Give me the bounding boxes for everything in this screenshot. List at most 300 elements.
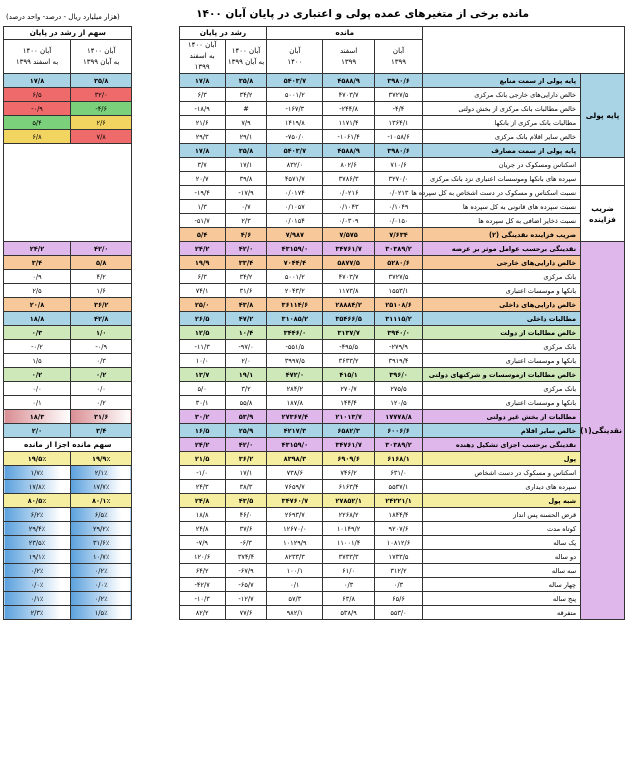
value-cell: ۶۱/۰ — [323, 564, 375, 578]
value-cell: ۶/۳- — [225, 536, 267, 550]
col-header: آبان ۱۴۰۰ به آبان ۱۳۹۹ — [70, 40, 131, 74]
value-cell: ۲/۰ — [225, 354, 267, 368]
header-growth: رشد در پایان — [179, 27, 267, 40]
gap-cell — [132, 130, 179, 144]
share-cell: ۴۲/۰ — [70, 242, 131, 256]
gap-cell — [132, 480, 179, 494]
table-row — [4, 200, 625, 214]
value-cell: ۱۲/۷- — [225, 592, 267, 606]
value-cell: ۷۴۶/۲ — [323, 466, 375, 480]
share-cell: ۸۰/۱٪ — [70, 494, 131, 508]
share-cell: ۰/۳ — [70, 354, 131, 368]
header-share: سهم از رشد در پایان — [4, 27, 132, 40]
value-cell: ۲۹/۱ — [225, 130, 267, 144]
empty-share — [4, 200, 132, 214]
row-label: خالص دارایی‌های خارجی — [423, 256, 581, 270]
value-cell: ۵/۴ — [179, 228, 225, 242]
value-cell: ۳۷۳۳/۳ — [323, 550, 375, 564]
value-cell: ۰/۱۰۴۹ — [374, 200, 422, 214]
share-cell: ۰/۰٪ — [70, 578, 131, 592]
table-row — [4, 550, 625, 564]
value-cell: ۳۴۴۶/۰ — [267, 326, 323, 340]
row-label: نسبت سپرده های قانونی به کل سپرده ها — [423, 200, 581, 214]
share-cell: ۲/۳٪ — [4, 606, 71, 620]
share-cell: ۳/۴ — [4, 256, 71, 270]
group-blank — [581, 158, 625, 186]
value-cell: ۶۴/۲ — [179, 564, 225, 578]
table-row — [4, 452, 625, 466]
value-cell: ۰/۳ — [374, 578, 422, 592]
table-row — [4, 228, 625, 242]
value-cell: ۲/۳ — [225, 214, 267, 228]
value-cell: ۰/۱ — [267, 578, 323, 592]
empty-share — [4, 186, 132, 200]
share-cell: ۱۸/۳ — [4, 410, 71, 424]
value-cell: ۳۴/۲ — [225, 270, 267, 284]
gap-cell — [132, 424, 179, 438]
header-gap — [132, 27, 179, 40]
share-cell: ۳۱/۶٪ — [70, 536, 131, 550]
value-cell: ۴۶/۰ — [225, 508, 267, 522]
value-cell: ۵۳/۹ — [225, 410, 267, 424]
share-cell: ۲۴/۲ — [4, 242, 71, 256]
value-cell: ۱۲۰/۶ — [179, 550, 225, 564]
share-cell: ۳۲/۰ — [70, 88, 131, 102]
share-cell: ۰/۲٪ — [70, 564, 131, 578]
value-cell: ۰/۰۲۱۶ — [323, 186, 375, 200]
value-cell: ۳۰۳۸۹/۲ — [374, 242, 422, 256]
share-cell: ۰/۰ — [70, 382, 131, 396]
share-cell: ۰/۱ — [4, 396, 71, 410]
value-cell: ۴۷۰۳/۷ — [323, 270, 375, 284]
value-cell: ۵۲۸۰/۶ — [374, 256, 422, 270]
value-cell: ۳۷/۶ — [225, 522, 267, 536]
row-label: نقدینگی برحسب اجزای تشکیل دهنده — [423, 438, 581, 452]
value-cell: ۹۸۲/۱ — [267, 606, 323, 620]
share-cell: ۲۹/۴٪ — [4, 522, 71, 536]
table-row — [4, 326, 625, 340]
value-cell: ۱۰۱۴۹/۲ — [323, 522, 375, 536]
value-cell: ۰/۳ — [323, 578, 375, 592]
share-cell: ۱۹/۱٪ — [4, 550, 71, 564]
value-cell: ۱۰۶۱/۴- — [323, 130, 375, 144]
value-cell: ۶/۳ — [179, 270, 225, 284]
gap-cell — [132, 354, 179, 368]
share-cell: ۰/۰٪ — [4, 578, 71, 592]
gap-cell — [132, 312, 179, 326]
row-label: خالص سایر اقلام بانک مرکزی — [423, 130, 581, 144]
value-cell: ۵۵۳۷/۱ — [374, 480, 422, 494]
share-cell: ۲/۶ — [70, 116, 131, 130]
row-label: قرض الحسنه پس انداز — [423, 508, 581, 522]
value-cell: ۳۷۲۷/۵ — [374, 88, 422, 102]
table-row — [4, 438, 625, 452]
value-cell: ۹۲۰۷/۶ — [374, 522, 422, 536]
table-row — [4, 368, 625, 382]
empty-share — [4, 144, 132, 158]
row-label: بانک مرکزی — [423, 382, 581, 396]
gap-cell — [132, 270, 179, 284]
table-row — [4, 494, 625, 508]
table-row — [4, 158, 625, 172]
value-cell: ۳۴۷۶۰/۷ — [267, 494, 323, 508]
value-cell: ۸۳۲/۰ — [267, 158, 323, 172]
value-cell: ۱/۳ — [179, 200, 225, 214]
value-cell: ۲۶۹۳/۷ — [267, 508, 323, 522]
header-gap — [132, 40, 179, 74]
value-cell: ۱/۰- — [179, 466, 225, 480]
value-cell: ۴۵۷۱/۷ — [267, 172, 323, 186]
value-cell: ۱۱/۳- — [179, 340, 225, 354]
col-header: آبان ۱۳۹۹ — [374, 40, 422, 74]
value-cell: ۷/۹۸۷ — [267, 228, 323, 242]
value-cell: ۱۰۰/۱ — [267, 564, 323, 578]
value-cell: ۳۸/۳ — [225, 480, 267, 494]
value-cell: ۲۵/۰ — [179, 298, 225, 312]
value-cell: ۳۹۸۰/۶ — [374, 144, 422, 158]
share-cell: ۲۰/۸ — [4, 298, 71, 312]
row-label: مطالبات داخلی — [423, 312, 581, 326]
row-label: کوتاه مدت — [423, 522, 581, 536]
row-label: سه ساله — [423, 564, 581, 578]
value-cell: ۱۴۴/۴ — [323, 396, 375, 410]
table-row — [4, 144, 625, 158]
table-row — [4, 466, 625, 480]
value-cell: ۶۱۶۸/۱ — [374, 452, 422, 466]
table-row — [4, 480, 625, 494]
share-cell: ۱/۵ — [4, 354, 71, 368]
share-cell: ۱/۷٪ — [4, 466, 71, 480]
value-cell: ۱۹/۹ — [179, 256, 225, 270]
unit-note: (هزار میلیارد ریال - درصد- واحد درصد) — [6, 13, 120, 21]
group-label-liquidity: نقدینگی(۱) — [581, 242, 625, 620]
value-cell: ۲۱/۵ — [179, 452, 225, 466]
value-cell: ۰/۰۲۱۳ — [374, 186, 422, 200]
value-cell: ۷/۹ — [225, 116, 267, 130]
value-cell: ۲۴۴/۸- — [323, 102, 375, 116]
value-cell: ۳۹۴۰/۰ — [374, 326, 422, 340]
value-cell: ۶۹۰۹/۶ — [323, 452, 375, 466]
value-cell: ۱۰۱۲۹/۹ — [267, 536, 323, 550]
value-cell: ۷۶۵۹/۷ — [267, 480, 323, 494]
table-row — [4, 606, 625, 620]
value-cell: ۶۵۸۲/۳ — [323, 424, 375, 438]
row-label: چهار ساله — [423, 578, 581, 592]
share-cell: ۰/۰ — [4, 382, 71, 396]
row-label: نسبت ذخایر اضافی به کل سپرده ها — [423, 214, 581, 228]
group-label-multiplier: ضریب فزاینده — [581, 186, 625, 242]
gap-cell — [132, 382, 179, 396]
value-cell: ۲۴/۳ — [179, 480, 225, 494]
value-cell: ۲۹/۳ — [179, 130, 225, 144]
value-cell: ۲۴/۲ — [179, 438, 225, 452]
table-row — [4, 396, 625, 410]
value-cell: ۵۳۸/۹ — [323, 606, 375, 620]
table-row — [4, 172, 625, 186]
gap-cell — [132, 368, 179, 382]
gap-cell — [132, 186, 179, 200]
title-bar — [0, 0, 629, 26]
share-cell: ۰/۱٪ — [4, 592, 71, 606]
gap-cell — [132, 88, 179, 102]
row-label: متفرقه — [423, 606, 581, 620]
share-cell: ۶/۲٪ — [4, 508, 71, 522]
table-row — [4, 214, 625, 228]
value-cell: ۵۵۳/۰ — [374, 606, 422, 620]
value-cell: ۰/۰۳۰۹ — [323, 214, 375, 228]
gap-cell — [132, 494, 179, 508]
value-cell: ۷۷/۶ — [225, 606, 267, 620]
value-cell: ۶۳/۸ — [323, 592, 375, 606]
value-cell: ۳۰/۱ — [179, 396, 225, 410]
value-cell: ۴۲/۰ — [225, 242, 267, 256]
share-cell: ۶/۵ — [4, 88, 71, 102]
value-cell: ۴۵۸۸/۹ — [323, 144, 375, 158]
col-header: آبان ۱۴۰۰ به آبان ۱۳۹۹ — [225, 40, 267, 74]
table-row — [4, 284, 625, 298]
value-cell: ۲۷۵/۵ — [374, 382, 422, 396]
gap-cell — [132, 508, 179, 522]
share-cell: ۶/۵٪ — [70, 508, 131, 522]
row-label: ضریب فزاینده نقدینگی (۲) — [423, 228, 581, 242]
value-cell: ۱۵۵۳/۱ — [374, 284, 422, 298]
page-title: مانده برخی از متغیرهای عمده پولی و اعتباری در پایان آبان ۱۴۰۰ — [196, 8, 529, 20]
value-cell: ۳۷۸۶/۳ — [323, 172, 375, 186]
empty-share — [4, 158, 132, 172]
share-balance-header: سهم مانده اجزا از مانده — [4, 438, 132, 452]
share-cell: ۳۵/۸ — [70, 74, 131, 88]
table-row — [4, 88, 625, 102]
value-cell: ۲۶/۵ — [179, 312, 225, 326]
value-cell: ۳/۷ — [179, 158, 225, 172]
value-cell: ۳۱۲/۲ — [374, 564, 422, 578]
value-cell: ۳۵۴۶۶/۵ — [323, 312, 375, 326]
gap-cell — [132, 214, 179, 228]
value-cell: ۰/۰۱۵۰ — [374, 214, 422, 228]
share-cell: ۳۶/۲ — [70, 298, 131, 312]
share-cell: ۸۰/۵٪ — [4, 494, 71, 508]
row-label: شبه پول — [423, 494, 581, 508]
row-label: یک ساله — [423, 536, 581, 550]
row-label: سپرده های دیداری — [423, 480, 581, 494]
value-cell: ۷/۹- — [179, 536, 225, 550]
value-cell: ۶۵/۷- — [225, 578, 267, 592]
value-cell: ۱۳۶۴/۱ — [374, 116, 422, 130]
value-cell: ۳۶/۲ — [225, 452, 267, 466]
gap-cell — [132, 396, 179, 410]
table-row — [4, 102, 625, 116]
row-label: مطالبات از بخش غیر دولتی — [423, 410, 581, 424]
share-cell: ۳۱/۶ — [70, 410, 131, 424]
share-cell: ۵/۴ — [4, 116, 71, 130]
row-label: خالص دارایی‌های خارجی بانک مرکزی — [423, 88, 581, 102]
value-cell: ۴۲۱۷/۳ — [267, 424, 323, 438]
value-cell: ۵۵۱/۵- — [267, 340, 323, 354]
gap-cell — [132, 550, 179, 564]
value-cell: ۴۹۵/۵- — [323, 340, 375, 354]
value-cell: ۴/۶ — [225, 228, 267, 242]
row-label: نسبت اسکناس و مسکوک در دست اشخاص به کل سپرده ها — [423, 186, 581, 200]
value-cell: ۸۰۲/۶ — [323, 158, 375, 172]
value-cell: ۱۰/۰ — [179, 354, 225, 368]
value-cell: ۱۲۶۷۰/۰ — [267, 522, 323, 536]
value-cell: ۴۷۰۳/۷ — [323, 88, 375, 102]
value-cell: ۷۵۰/۰- — [267, 130, 323, 144]
value-cell: ۸۲۳۳/۳ — [267, 550, 323, 564]
value-cell: ۴۳/۸ — [225, 298, 267, 312]
value-cell: ۳۰/۲ — [179, 410, 225, 424]
share-cell: ۳/۴ — [70, 424, 131, 438]
value-cell: ۲۷۹/۹- — [374, 340, 422, 354]
value-cell: ۱۷/۹- — [225, 186, 267, 200]
row-label: نقدینگی برحسب عوامل موثر بر عرضه — [423, 242, 581, 256]
value-cell: ۶۳۱/۰ — [374, 466, 422, 480]
value-cell: ۵۴۰۳/۷ — [267, 74, 323, 88]
gap-cell — [132, 340, 179, 354]
value-cell: ۱۰/۳- — [179, 592, 225, 606]
value-cell: ۱۲/۵ — [179, 326, 225, 340]
col-header: آبان ۱۴۰۰ به اسفند ۱۳۹۹ — [179, 40, 225, 74]
value-cell: ۴۷/۲ — [225, 312, 267, 326]
row-label: بانکها و موسسات اعتباری — [423, 396, 581, 410]
gap-cell — [132, 410, 179, 424]
row-label: مطالبات بانک مرکزی از بانکها — [423, 116, 581, 130]
header-blank — [423, 27, 625, 74]
value-cell: ۰/۰۱۵۴ — [267, 214, 323, 228]
value-cell: ۵۸۷۷/۵ — [323, 256, 375, 270]
share-cell: ۱/۵٪ — [70, 606, 131, 620]
row-label: خالص مطالبات از دولت — [423, 326, 581, 340]
share-cell: ۰/۲- — [4, 340, 71, 354]
share-cell: ۱۰/۷٪ — [70, 550, 131, 564]
value-cell: ۸۲/۲ — [179, 606, 225, 620]
value-cell: ۱۶/۵ — [179, 424, 225, 438]
value-cell: ۶۷/۹- — [225, 564, 267, 578]
value-cell: ۱۷۷۷۸/۸ — [374, 410, 422, 424]
value-cell: ۳/۲ — [225, 382, 267, 396]
value-cell: ۲۲۶۸/۲ — [323, 508, 375, 522]
value-cell: ۳۹۱۹/۴ — [374, 354, 422, 368]
value-cell: ۲۴/۲ — [179, 242, 225, 256]
value-cell: ۲۴۲۲۱/۱ — [374, 494, 422, 508]
row-label: دو ساله — [423, 550, 581, 564]
value-cell: ۷/۶۳۴ — [374, 228, 422, 242]
value-cell: ۱۱۰۰۱/۴ — [323, 536, 375, 550]
value-cell: # — [225, 102, 267, 116]
value-cell: ۳۴۷۶۱/۷ — [323, 438, 375, 452]
value-cell: ۳۵/۸ — [225, 144, 267, 158]
gap-cell — [132, 438, 179, 452]
share-cell: ۴۲/۸ — [70, 312, 131, 326]
value-cell: ۰/۱۰۴۳ — [323, 200, 375, 214]
gap-cell — [132, 242, 179, 256]
value-cell: ۲۱/۶ — [179, 116, 225, 130]
value-cell: ۵۱/۷- — [179, 214, 225, 228]
share-cell: ۱۹/۹٪ — [70, 452, 131, 466]
col-header: آبان ۱۴۰۰ — [267, 40, 323, 74]
value-cell: ۲۵۱۰۸/۶ — [374, 298, 422, 312]
value-cell: ۳۷۴/۴ — [225, 550, 267, 564]
value-cell: ۵۷/۳ — [267, 592, 323, 606]
row-label: خالص مطالبات ازموسسات و شرکتهای دولتی — [423, 368, 581, 382]
row-label: سپرده های بانکها وموسسات اعتباری نزد بانک مرکزی — [423, 172, 581, 186]
value-cell: ۴۵۸۸/۹ — [323, 74, 375, 88]
value-cell: ۱۸۴۴/۴ — [374, 508, 422, 522]
value-cell: ۳۱۱۱۵/۲ — [374, 312, 422, 326]
table-row — [4, 592, 625, 606]
value-cell: ۵۰۰۱/۲ — [267, 88, 323, 102]
group-label-base: پایه پولی — [581, 74, 625, 158]
value-cell: ۱۷/۱ — [225, 158, 267, 172]
value-cell: ۱۷۳۳/۵ — [374, 550, 422, 564]
value-cell: ۴۱۵/۱ — [323, 368, 375, 382]
col-header: اسفند ۱۳۹۹ — [323, 40, 375, 74]
gap-cell — [132, 326, 179, 340]
table-row — [4, 578, 625, 592]
table-row — [4, 312, 625, 326]
value-cell: ۱۷/۸ — [179, 144, 225, 158]
value-cell: ۳۹۸۰/۶ — [374, 74, 422, 88]
value-cell: ۱۳/۷ — [179, 368, 225, 382]
gap-cell — [132, 144, 179, 158]
table-row — [4, 298, 625, 312]
share-cell: ۱۷/۷٪ — [70, 480, 131, 494]
share-cell: ۰/۹ — [4, 270, 71, 284]
table-row — [4, 564, 625, 578]
row-label: خالص دارایی‌های داخلی — [423, 298, 581, 312]
value-cell: ۱۱۷۳/۸ — [323, 284, 375, 298]
empty-share — [4, 214, 132, 228]
value-cell: ۱۴۱۹/۸ — [267, 116, 323, 130]
share-cell: ۲/۰ — [4, 424, 71, 438]
gap-cell — [132, 158, 179, 172]
value-cell: ۰/۷ — [225, 200, 267, 214]
value-cell: ۳۹۹۷/۵ — [267, 354, 323, 368]
monetary-table — [3, 26, 625, 620]
gap-cell — [132, 74, 179, 88]
row-label: اسکناس ومسکوک در جریان — [423, 158, 581, 172]
value-cell: ۲۷۸۵۲/۱ — [323, 494, 375, 508]
col-header: آبان ۱۴۰۰ به اسفند ۱۳۹۹ — [4, 40, 71, 74]
value-cell: ۶۵/۶ — [374, 592, 422, 606]
empty-share — [4, 228, 132, 242]
row-label: خالص مطالبات بانک مرکزی از بخش دولتی — [423, 102, 581, 116]
gap-cell — [132, 298, 179, 312]
value-cell: ۳۴/۲ — [225, 88, 267, 102]
value-cell: ۲۸۴/۲ — [267, 382, 323, 396]
share-cell: ۱/۰ — [70, 326, 131, 340]
gap-cell — [132, 578, 179, 592]
share-cell: ۷/۸ — [70, 130, 131, 144]
value-cell: ۵۴۰۳/۷ — [267, 144, 323, 158]
value-cell: ۷۳۸/۶ — [267, 466, 323, 480]
table-row — [4, 508, 625, 522]
value-cell: ۵۵/۸ — [225, 396, 267, 410]
share-cell: ۵/۸ — [70, 256, 131, 270]
value-cell: ۳۴۷۶۱/۷ — [323, 242, 375, 256]
table-row — [4, 130, 625, 144]
share-cell: ۰/۲ — [70, 368, 131, 382]
row-label: بانک مرکزی — [423, 270, 581, 284]
gap-cell — [132, 536, 179, 550]
table-row — [4, 242, 625, 256]
row-label: خالص سایر اقلام — [423, 424, 581, 438]
gap-cell — [132, 592, 179, 606]
share-cell: ۶/۸ — [4, 130, 71, 144]
value-cell: ۱۸/۹- — [179, 102, 225, 116]
table-row — [4, 74, 625, 88]
value-cell: ۰/۰۱۷۴ — [267, 186, 323, 200]
